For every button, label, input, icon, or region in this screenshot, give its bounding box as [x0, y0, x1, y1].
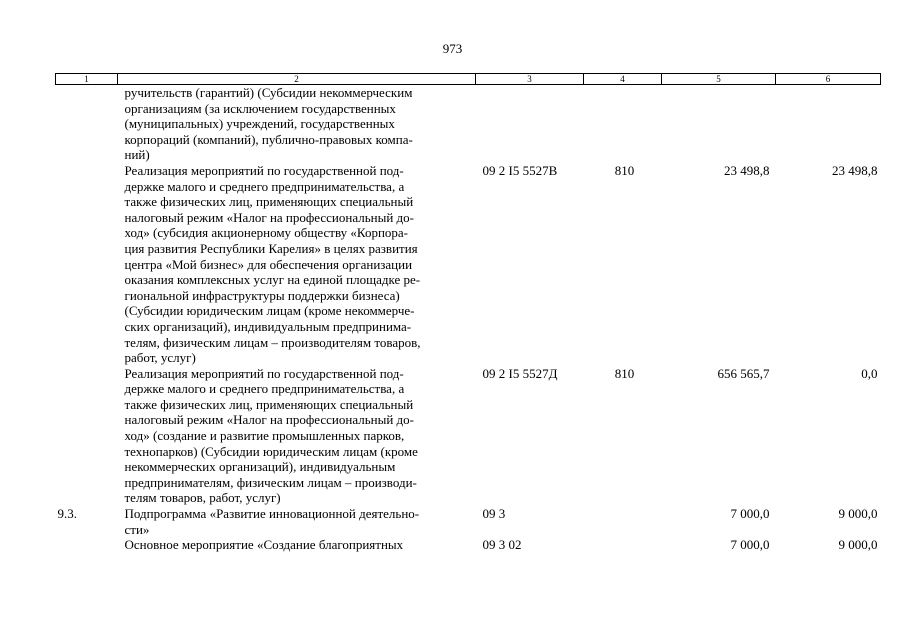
item-name-cell	[118, 506, 476, 537]
table-row	[56, 163, 881, 366]
item-name-line: Реализация мероприятий по государственной под-	[124, 162, 404, 178]
amount-year2-cell: 9 000,0	[838, 506, 878, 522]
target-code-cell	[476, 85, 584, 163]
item-name-cell	[118, 366, 476, 506]
item-name-line: ний)	[124, 147, 150, 163]
amount-year2-cell: 9 000,0	[838, 537, 878, 553]
item-name-cell	[118, 537, 476, 553]
item-name-line: Реализация мероприятий по государственной под-	[124, 365, 404, 381]
amount-year1-cell: 7 000,0	[730, 506, 770, 522]
page-number: 973	[442, 41, 463, 56]
item-name-line: предпринимателям, физическим лицам – производи-	[124, 474, 417, 490]
item-name-line: также физических лиц, применяющих специальный	[124, 194, 414, 210]
target-code-cell: 09 3	[482, 506, 506, 522]
item-name-line: работ, услуг)	[124, 350, 196, 366]
item-name-line: гиональной инфраструктуры поддержки бизнеса)	[124, 287, 400, 303]
item-name-line: сти»	[124, 521, 150, 537]
item-name-line: ция развития Республики Карелия» в целях развития	[124, 240, 418, 256]
column-number-1: 1	[56, 74, 118, 85]
target-code-cell: 09 3 02	[482, 537, 522, 553]
amount-year1-cell	[662, 85, 776, 163]
item-name-line: (муниципальных) учреждений, государственных	[124, 116, 395, 132]
item-name-line: (Субсидии юридическим лицам (кроме некоммерче-	[124, 303, 415, 319]
table-body	[56, 85, 881, 553]
column-number-3: 3	[476, 74, 584, 85]
amount-year1-cell: 23 498,8	[724, 162, 770, 178]
expense-type-cell: 810	[614, 365, 635, 381]
row-number-cell	[56, 85, 118, 163]
expense-type-cell: 810	[614, 162, 635, 178]
item-name-cell	[118, 163, 476, 366]
item-name-line: Подпрограмма «Развитие инновационной деятельно-	[124, 506, 420, 522]
row-number-cell	[56, 537, 118, 553]
item-name-line: ских организаций), индивидуальным предпринима-	[124, 318, 412, 334]
item-name-cell	[118, 85, 476, 163]
table-row	[56, 537, 881, 553]
amount-year1-cell: 656 565,7	[717, 365, 770, 381]
column-number-6: 6	[776, 74, 881, 85]
item-name-line: оказания комплексных услуг на единой площадке ре-	[124, 272, 421, 288]
row-number-cell: 9.3.	[57, 506, 77, 522]
table-row	[56, 506, 881, 537]
column-number-4: 4	[584, 74, 662, 85]
item-name-line: корпораций (компаний), публично-правовых компа-	[124, 131, 413, 147]
row-number-cell	[56, 366, 118, 506]
amount-year2-cell: 23 498,8	[832, 162, 878, 178]
expense-type-cell	[584, 85, 662, 163]
table-row	[56, 85, 881, 163]
column-number-2: 2	[118, 74, 476, 85]
item-name-line: некоммерческих организаций), индивидуальным	[124, 459, 396, 475]
item-name-line: держке малого и среднего предпринимательства, а	[124, 178, 405, 194]
table-header	[56, 74, 881, 85]
item-name-line: телям, физическим лицам – производителям товаров,	[124, 334, 421, 350]
item-name-line: держке малого и среднего предпринимательства, а	[124, 381, 405, 397]
column-number-5: 5	[662, 74, 776, 85]
item-name-line: налоговый режим «Налог на профессиональный до-	[124, 209, 414, 225]
item-name-line: технопарков) (Субсидии юридическим лицам (кроме	[124, 443, 418, 459]
expense-type-cell	[584, 537, 662, 553]
expense-type-cell	[584, 506, 662, 537]
item-name-line: также физических лиц, применяющих специальный	[124, 396, 414, 412]
amount-year2-cell: 0,0	[861, 365, 878, 381]
item-name-line: организациям (за исключением государственных	[124, 100, 396, 116]
item-name-line: центра «Мой бизнес» для обеспечения организации	[124, 256, 413, 272]
item-name-line: ручительств (гарантий) (Субсидии некоммерческим	[124, 85, 413, 100]
amount-year2-cell	[776, 85, 881, 163]
table-row	[56, 366, 881, 506]
row-number-cell	[56, 163, 118, 366]
target-code-cell: 09 2 I5 5527В	[482, 162, 558, 178]
item-name-line: Основное мероприятие «Создание благоприятных	[124, 537, 404, 553]
item-name-line: телям товаров, работ, услуг)	[124, 490, 281, 506]
item-name-line: ход» (создание и развитие промышленных парков,	[124, 428, 405, 444]
budget-table	[55, 73, 881, 553]
header-row	[56, 74, 881, 85]
amount-year1-cell: 7 000,0	[730, 537, 770, 553]
item-name-line: налоговый режим «Налог на профессиональный до-	[124, 412, 414, 428]
target-code-cell: 09 2 I5 5527Д	[482, 365, 558, 381]
item-name-line: ход» (субсидия акционерному обществу «Корпора-	[124, 225, 408, 241]
